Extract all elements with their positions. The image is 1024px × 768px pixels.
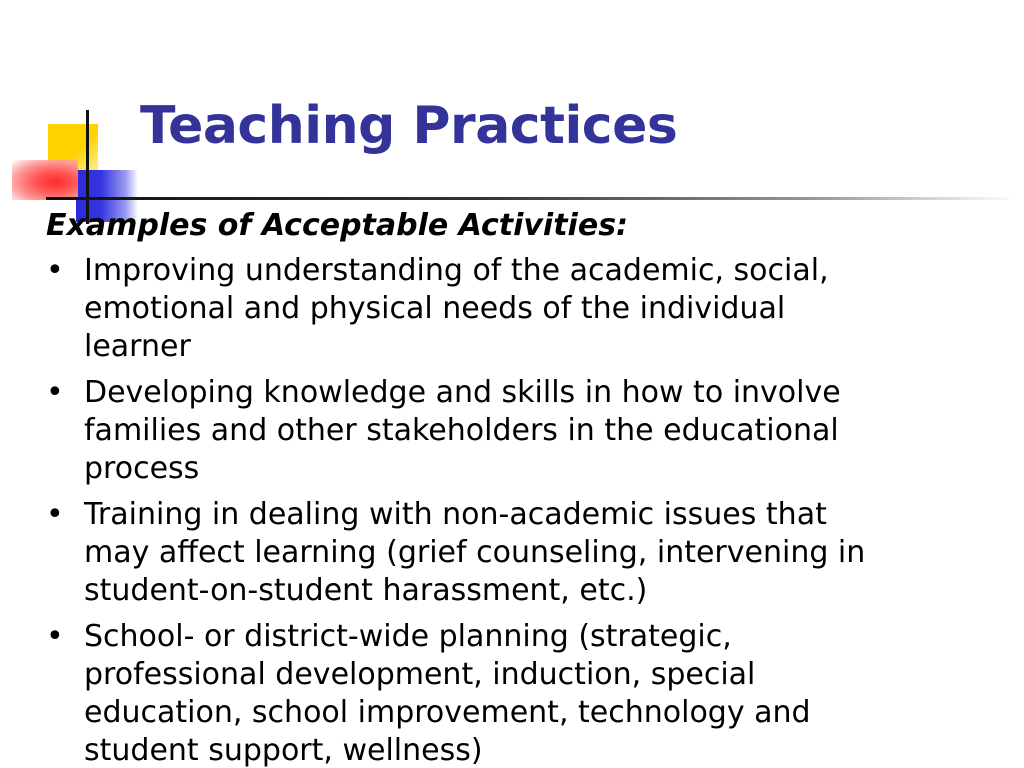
bullet-text-line: learner <box>84 329 191 364</box>
slide-template-logo-icon <box>0 0 160 230</box>
bullet-text-line: may affect learning (grief counseling, intervening in <box>84 535 866 570</box>
bullet-text-line: Developing knowledge and skills in how to involve <box>84 375 841 410</box>
bullet-item <box>46 618 1006 768</box>
bullet-icon: • <box>46 375 64 410</box>
bullet-text-line: professional development, induction, special <box>84 657 756 692</box>
bullet-icon: • <box>46 619 64 654</box>
bullet-icon: • <box>46 253 64 288</box>
bullet-text-line: student-on-student harassment, etc.) <box>84 573 648 608</box>
bullet-text-line: Training in dealing with non-academic issues that <box>84 497 827 532</box>
bullet-text-line: process <box>84 451 200 486</box>
title-underline-divider <box>46 197 1016 200</box>
slide-content <box>46 206 1006 768</box>
slide-title: Teaching Practices <box>140 96 678 156</box>
logo-red-square <box>12 160 78 200</box>
bullet-item <box>46 496 1006 610</box>
bullet-text-line: student support, wellness) <box>84 733 483 768</box>
bullet-text-line: families and other stakeholders in the educational <box>84 413 839 448</box>
bullet-text-line: education, school improvement, technology and <box>84 695 811 730</box>
bullet-item <box>46 252 1006 366</box>
bullet-text-line: School- or district-wide planning (strategic, <box>84 619 732 654</box>
bullet-text-line: Improving understanding of the academic, social, <box>84 253 829 288</box>
bullet-text-line: emotional and physical needs of the individual <box>84 291 786 326</box>
bullet-item <box>46 374 1006 488</box>
bullet-list <box>46 252 1006 768</box>
bullet-icon: • <box>46 497 64 532</box>
slide-subtitle: Examples of Acceptable Activities: <box>46 208 629 243</box>
